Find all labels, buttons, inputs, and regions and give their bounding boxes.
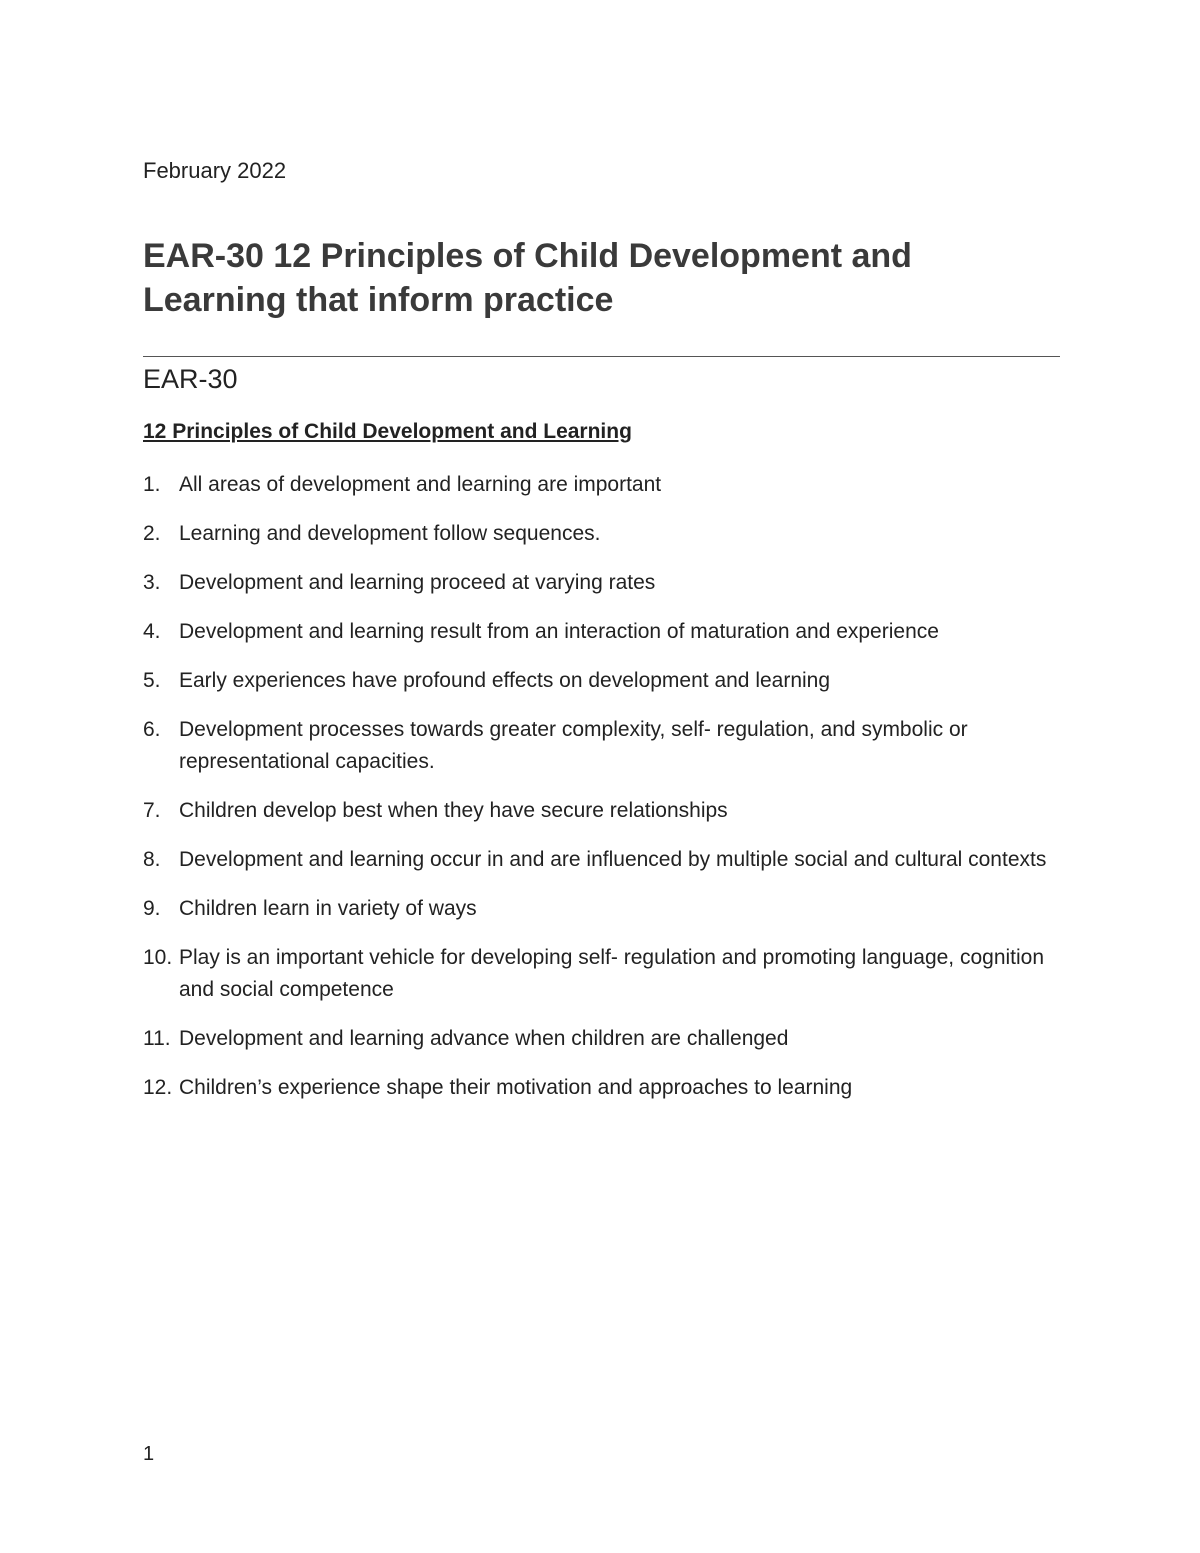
- list-item: [143, 795, 1073, 827]
- list-item-number: 9.: [143, 897, 161, 920]
- list-item: [143, 1023, 1073, 1055]
- principles-list: [143, 469, 1073, 1121]
- list-item-number: 4.: [143, 620, 161, 643]
- list-item: [143, 942, 1073, 1006]
- course-code-heading: EAR-30: [143, 364, 238, 394]
- list-item-text: Development and learning advance when children are challenged: [179, 1027, 789, 1050]
- page-number: 1: [143, 1443, 155, 1465]
- list-item-text: All areas of development and learning are important: [179, 473, 662, 496]
- list-item-number: 3.: [143, 571, 161, 594]
- list-item-number: 1.: [143, 473, 161, 496]
- list-item: [143, 893, 1073, 925]
- list-item-number: 6.: [143, 718, 161, 741]
- list-item-number: 8.: [143, 848, 161, 871]
- list-item-number: 10.: [143, 946, 173, 969]
- principles-list-heading: 12 Principles of Child Development and Learning: [143, 420, 632, 443]
- list-item: [143, 518, 1073, 550]
- list-item: [143, 665, 1073, 697]
- list-item-number: 7.: [143, 799, 161, 822]
- horizontal-divider: [143, 356, 1060, 357]
- list-item: [143, 567, 1073, 599]
- list-item: [143, 1072, 1073, 1104]
- list-item-text: Learning and development follow sequences.: [179, 522, 601, 545]
- list-item-text: Children develop best when they have secure relationships: [179, 799, 728, 822]
- list-item: [143, 844, 1073, 876]
- list-item-text: Children learn in variety of ways: [179, 897, 477, 920]
- list-item: [143, 469, 1073, 501]
- list-item-number: 2.: [143, 522, 161, 545]
- list-item-text: Development processes towards greater complexity, self- regulation, and symbolic or representational capacities.: [179, 718, 968, 773]
- document-title: EAR-30 12 Principles of Child Development and Learning that inform practice: [143, 237, 912, 319]
- list-item-number: 12.: [143, 1076, 173, 1099]
- list-item: [143, 616, 1073, 648]
- list-item-text: Early experiences have profound effects on development and learning: [179, 669, 831, 692]
- list-item-text: Development and learning occur in and are influenced by multiple social and cultural contexts: [179, 848, 1047, 871]
- list-item-text: Play is an important vehicle for developing self- regulation and promoting language, cognition and social competence: [179, 946, 1045, 1001]
- list-item-text: Development and learning result from an interaction of maturation and experience: [179, 620, 939, 643]
- list-item: [143, 714, 1073, 778]
- list-item-text: Development and learning proceed at varying rates: [179, 571, 656, 594]
- list-item-text: Children’s experience shape their motivation and approaches to learning: [179, 1076, 853, 1099]
- document-date: February 2022: [143, 158, 287, 183]
- list-item-number: 5.: [143, 669, 161, 692]
- list-item-number: 11.: [143, 1027, 171, 1050]
